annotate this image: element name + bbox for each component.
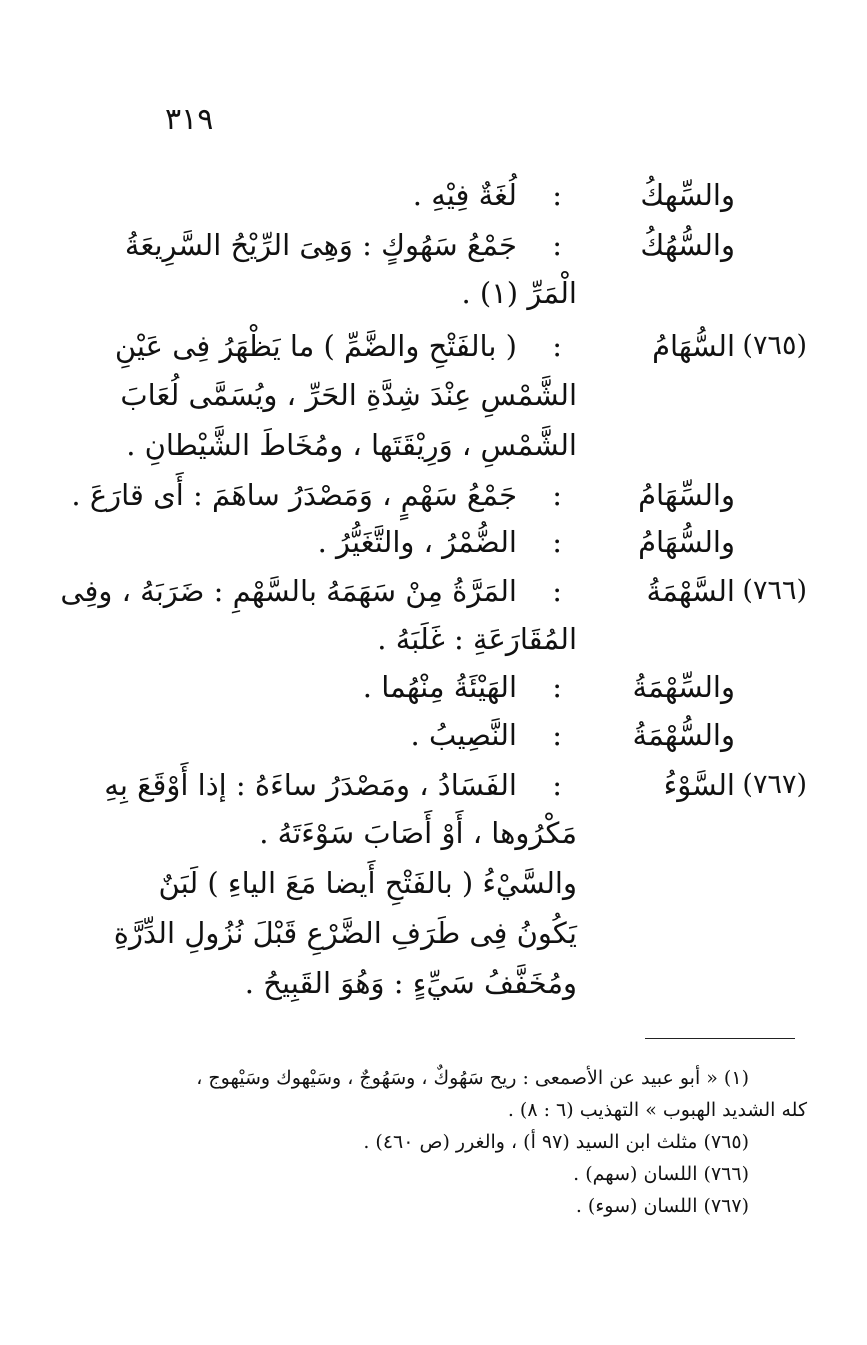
entry-headword: والسُّهْمَةُ [632, 718, 735, 752]
entry-row [60, 568, 807, 614]
entry-row [71, 472, 807, 518]
entry-number: (٧٦٧) [742, 769, 807, 800]
footnote-line: (٧٦٦) اللسان (سهم) . [573, 1163, 749, 1185]
entry-number: (٧٦٦) [742, 575, 807, 606]
footnote-rule [645, 1038, 795, 1039]
continuation-line: الْمَرِّ (١) . [461, 276, 577, 310]
entry-paragraph [113, 860, 577, 1006]
entry-definition: الضُّمْرُ ، والتَّغَيُّرُ . [317, 525, 517, 559]
entry-definition: الفَسَادُ ، ومَصْدَرُ ساءَهُ : إذا أَوْقَعَ بِهِ [104, 768, 517, 802]
footnote-line: (١) « أبو عبيد عن الأصمعى : ريح سَهُوكٌ ، وسَهُوجٌ ، وسَيْهوك وسَيْهوج ، [196, 1067, 749, 1089]
entry-definition: جَمْعُ سَهْمٍ ، وَمَصْدَرُ ساهَمَ : أَى قارَعَ . [71, 478, 517, 512]
entry-definition: ( بالفَتْحِ والضَّمِّ ) ما يَظْهَرُ فِى عَيْنِ [114, 329, 517, 363]
continuation-line: الشَّمْسِ ، وَرِيْقَتَها ، ومُخَاطَ الشَّيْطانِ . [126, 428, 577, 462]
entry-colon: : [552, 178, 562, 212]
entry-colon: : [552, 670, 562, 704]
footnote-line: (٧٦٧) اللسان (سوء) . [575, 1195, 749, 1217]
entry-definition: الهَيْئَةُ مِنْهُما . [362, 670, 517, 704]
entry-row [117, 519, 807, 565]
paragraph-line: والسَّيْءُ ( بالفَتْحِ أَيضا مَعَ الياءِ ) لَبَنٌ [158, 866, 577, 900]
entry-definition: جَمْعُ سَهُوكٍ : وَهِىَ الرِّيْحُ السَّرِيعَةُ [124, 228, 517, 262]
entry-headword: السُّهَامُ [652, 329, 735, 363]
entry-continuation [177, 270, 577, 316]
entry-headword: والسِّهكُ [640, 178, 735, 212]
footnotes [77, 1062, 807, 1222]
entry-headword: والسِّهَامُ [638, 478, 735, 512]
entry-colon: : [552, 768, 562, 802]
paragraph-line: يَكُونُ فِى طَرَفِ الضَّرْعِ قَبْلَ نُزُولِ الدِّرَّةِ [113, 916, 577, 950]
entry-headword: والسُّهَامُ [638, 525, 735, 559]
footnote-line: كله الشديد الهبوب » التهذيب (٦ : ٨) . [507, 1099, 807, 1121]
entry-headword: السَّهْمَةُ [646, 574, 735, 608]
entry-row [114, 323, 807, 369]
entry-row [117, 664, 807, 710]
entry-row [117, 712, 807, 758]
entry-colon: : [552, 525, 562, 559]
entry-colon: : [552, 574, 562, 608]
entry-definition: لُغَةٌ فِيْهِ . [412, 178, 517, 212]
entry-colon: : [552, 718, 562, 752]
entry-headword: السَّوْءُ [663, 768, 735, 802]
entry-colon: : [552, 478, 562, 512]
entry-colon: : [552, 329, 562, 363]
entry-continuation [177, 616, 577, 662]
continuation-line: الشَّمْسِ عِنْدَ شِدَّةِ الحَرِّ ، ويُسَمَّى لُعَابَ [120, 378, 577, 412]
entry-continuation [177, 810, 577, 856]
entry-row [117, 222, 807, 268]
entry-continuation [120, 372, 577, 468]
footnote-line: (٧٦٥) مثلث ابن السيد (٩٧ أ) ، والغرر (ص ٤٦٠) . [363, 1131, 749, 1153]
page-number: ٣١٩ [165, 102, 214, 137]
entry-headword: والسُّهُكُ [640, 228, 735, 262]
entry-headword: والسِّهْمَةُ [632, 670, 735, 704]
entry-number: (٧٦٥) [742, 330, 807, 361]
entry-row [117, 172, 807, 218]
paragraph-line: ومُخَفَّفُ سَيِّءٍ : وَهُوَ القَبِيحُ . [244, 966, 577, 1000]
entry-colon: : [552, 228, 562, 262]
continuation-line: المُقَارَعَةِ : غَلَبَهُ . [377, 622, 577, 656]
entry-definition: المَرَّةُ مِنْ سَهَمَهُ بالسَّهْمِ : ضَرَبَهُ ، وفِى [60, 574, 517, 608]
entry-definition: النَّصِيبُ . [410, 718, 517, 752]
entry-row [104, 762, 807, 808]
continuation-line: مَكْرُوها ، أَوْ أَصَابَ سَوْءَتَهُ . [259, 816, 577, 850]
